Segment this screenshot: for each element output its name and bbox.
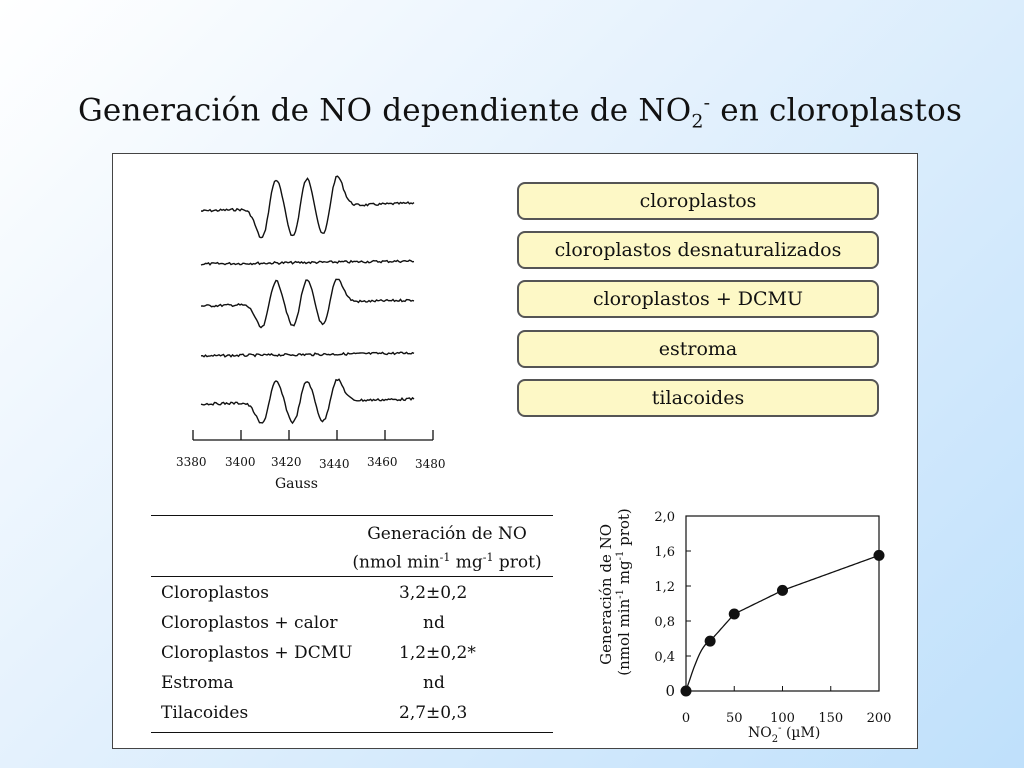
table-row: Tilacoides 2,7±0,3 [161,703,468,723]
chart-x-tick-label: 150 [818,711,844,726]
chart-fit-line [686,555,879,691]
epr-tick-label: 3380 [176,455,207,469]
table-header-line1: Generación de NO [367,524,527,544]
chart-x-label: $NO_2^-$ (µM) [748,723,821,745]
epr-tick-label: 3440 [319,457,350,471]
chart-point [729,609,740,620]
chart-point [705,636,716,647]
chart-y-tick-label: 1,2 [654,580,675,595]
chart-axes [686,516,879,691]
chart-y-label: Generación de NO (nmol $\min^{-1} mg^{-1}$ prot) [597,508,633,676]
table-row: Cloroplastos + calor nd [161,613,445,633]
epr-tick-label: 3460 [367,455,398,469]
label-cloroplastos: cloroplastos [517,182,879,220]
chart-point [874,550,885,561]
chart-point [777,585,788,596]
epr-trace [201,260,414,265]
chart-y-tick-label: 0,8 [654,615,675,630]
chart-x-tick-label: 0 [681,711,691,726]
label-estroma: estroma [517,330,879,368]
epr-spectra [173,156,533,501]
chart-x-tick-label: 200 [866,711,892,726]
epr-traces [201,176,414,423]
epr-tick-label: 3420 [271,455,302,469]
table-bottom-rule [151,732,553,733]
chart-y-tick-label: 0 [665,682,675,700]
table-header [331,522,563,575]
chart-frame [686,516,879,691]
chart-curve [686,555,879,691]
chart-y-tick-label: 0,4 [654,650,675,665]
table-header-line2: (nmol $\min^{-1} mg^{-1}$ prot) [352,551,542,573]
epr-trace [201,379,414,423]
chart-x-tick-label: 50 [725,711,743,726]
label-tilacoides: tilacoides [517,379,879,417]
table-row: Cloroplastos 3,2±0,2 [161,583,468,603]
epr-x-label: Gauss [275,476,318,492]
chart-points [681,550,885,697]
epr-trace [201,279,414,327]
chart-y-tick-label: 2,0 [654,510,675,525]
table-row: Cloroplastos + DCMU 1,2±0,2* [161,643,476,663]
label-cloroplastos-dcmu: cloroplastos + DCMU [517,280,879,318]
page-title: Generación de NO dependiente de $NO_2^-$ en cloroplastos [77,92,963,133]
epr-tick-label: 3400 [225,455,256,469]
label-cloroplastos-desnaturalizados: cloroplastos desnaturalizados [517,231,879,269]
chart-y-tick-label: 1,6 [654,545,675,560]
epr-tick-label: 3480 [415,457,446,471]
table-row: Estroma nd [161,673,445,693]
epr-tick-labels [176,455,446,471]
epr-trace [201,176,414,237]
epr-axis [193,430,433,440]
table-header-rule [151,576,553,577]
no2-dependence-chart [583,500,913,750]
chart-x-tick-label: 100 [770,711,795,726]
epr-trace [201,352,414,357]
figure-panel [112,153,918,749]
table-top-rule [151,515,553,516]
chart-point [681,686,692,697]
